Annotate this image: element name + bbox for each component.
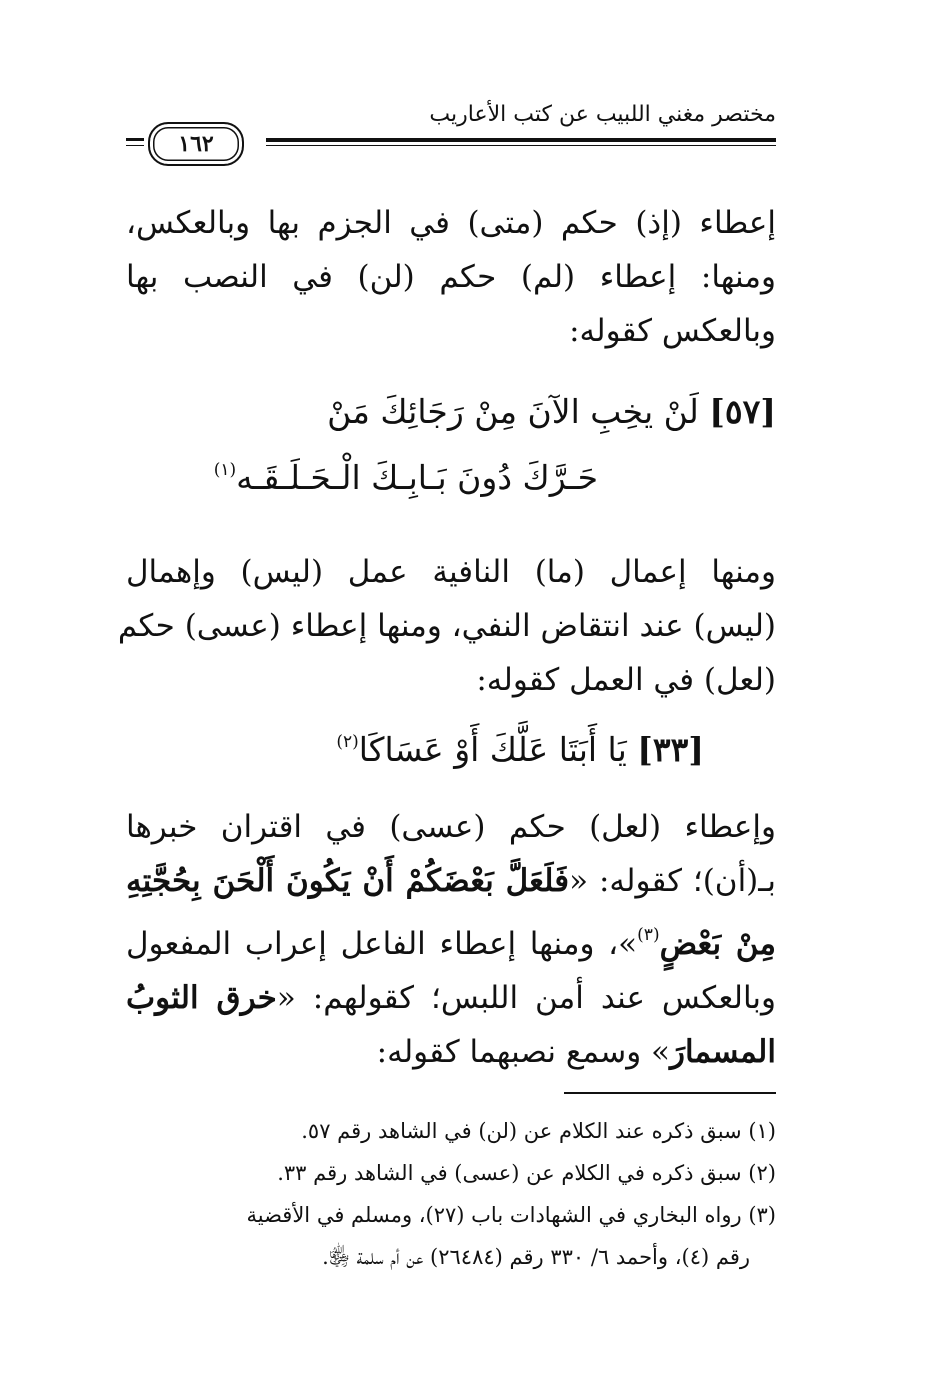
- header-tick-top: [126, 138, 144, 141]
- footnote-3-continued: رقم (٤)، وأحمد ٦/ ٣٣٠ رقم (٢٦٤٨٤) عن أم سلمة ﵂.: [322, 1245, 750, 1269]
- paragraph-1-line-1: إعطاء (إذ) حكم (متى) في الجزم بها وبالعكس،: [126, 205, 776, 241]
- header-rule-thin: [266, 145, 776, 146]
- verse-number: [٥٧]: [709, 392, 776, 431]
- example-phrase: خرق الثوبُ: [126, 980, 277, 1016]
- paragraph-1-line-3: وبالعكس كقوله:: [569, 313, 776, 349]
- paragraph-3-line-2: [126, 854, 776, 908]
- footnote-ref-3: (٣): [637, 925, 660, 945]
- quran-quote: فَلَعَلَّ بَعْضَكُمْ أَنْ يَكُونَ أَلْحَنَ بِحُجَّتِهِ: [126, 863, 570, 899]
- paragraph-1: [126, 196, 776, 358]
- running-header: [126, 100, 776, 162]
- header-tick-bottom: [126, 145, 144, 146]
- footnote-ref-1: (١): [213, 460, 237, 480]
- paragraph-2-line-3: (لعل) في العمل كقوله:: [476, 662, 776, 698]
- footnotes: [126, 1110, 776, 1278]
- paragraph-3-line-4: [126, 971, 776, 1025]
- verse-hemistich-1: لَنْ يخِبِ الآنَ مِنْ رَجَائِكَ مَنْ: [327, 392, 699, 431]
- paragraph-2-line-1: ومنها إعمال (ما) النافية عمل (ليس) وإهمال: [126, 554, 776, 590]
- verse-33: [336, 730, 704, 769]
- verse-text: يَا أَبَتَا عَلَّكَ أَوْ عَسَاكَا: [358, 730, 627, 769]
- paragraph-3: [126, 800, 776, 1079]
- footnote-ref-2: (٢): [336, 732, 359, 752]
- paragraph-2-line-2: (ليس) عند انتقاض النفي، ومنها إعطاء (عسى) حكم: [117, 608, 776, 644]
- header-rule-thick: [266, 138, 776, 142]
- paragraph-3-line-5: [126, 1025, 776, 1079]
- book-title: مختصر مغني اللبيب عن كتب الأعاريب: [429, 102, 776, 127]
- example-phrase-end: المسمارَ: [670, 1034, 776, 1070]
- page-number-badge: [148, 122, 244, 166]
- paragraph-2: [117, 545, 776, 707]
- verse-57-line-1: [327, 392, 776, 431]
- paragraph-3-line-1: وإعطاء (لعل) حكم (عسى) في اقتران خبرها: [126, 809, 776, 845]
- verse-57-line-2: [214, 458, 598, 497]
- footnote-3: (٣) رواه البخاري في الشهادات باب (٢٧)، ومسلم في الأقضية: [246, 1203, 776, 1227]
- footnote-2: (٢) سبق ذكره في الكلام عن (عسى) في الشاهد رقم ٣٣.: [277, 1161, 776, 1185]
- quran-quote-end: مِنْ بَعْضٍ: [659, 926, 777, 962]
- text-fragment: »، ومنها إعطاء الفاعل إعراب المفعول: [126, 926, 638, 962]
- text-fragment: بـ(أن)؛ كقوله: «: [569, 863, 776, 899]
- paragraph-1-line-2: ومنها: إعطاء (لم) حكم (لن) في النصب بها: [126, 259, 776, 295]
- page-number: ١٦٢: [178, 131, 214, 157]
- footnote-separator: [564, 1092, 776, 1094]
- text-fragment: وبالعكس عند أمن اللبس؛ كقولهم: «: [276, 980, 776, 1016]
- paragraph-3-line-3: [126, 908, 776, 971]
- verse-hemistich-2: حَـرَّكَ دُونَ بَـابِـكَ الْـحَـلَـقَـه: [236, 458, 598, 497]
- verse-number: [٣٣]: [637, 730, 704, 769]
- text-fragment: » وسمع نصبهما كقوله:: [376, 1034, 671, 1070]
- footnote-1: (١) سبق ذكره عند الكلام عن (لن) في الشاهد رقم ٥٧.: [301, 1119, 776, 1143]
